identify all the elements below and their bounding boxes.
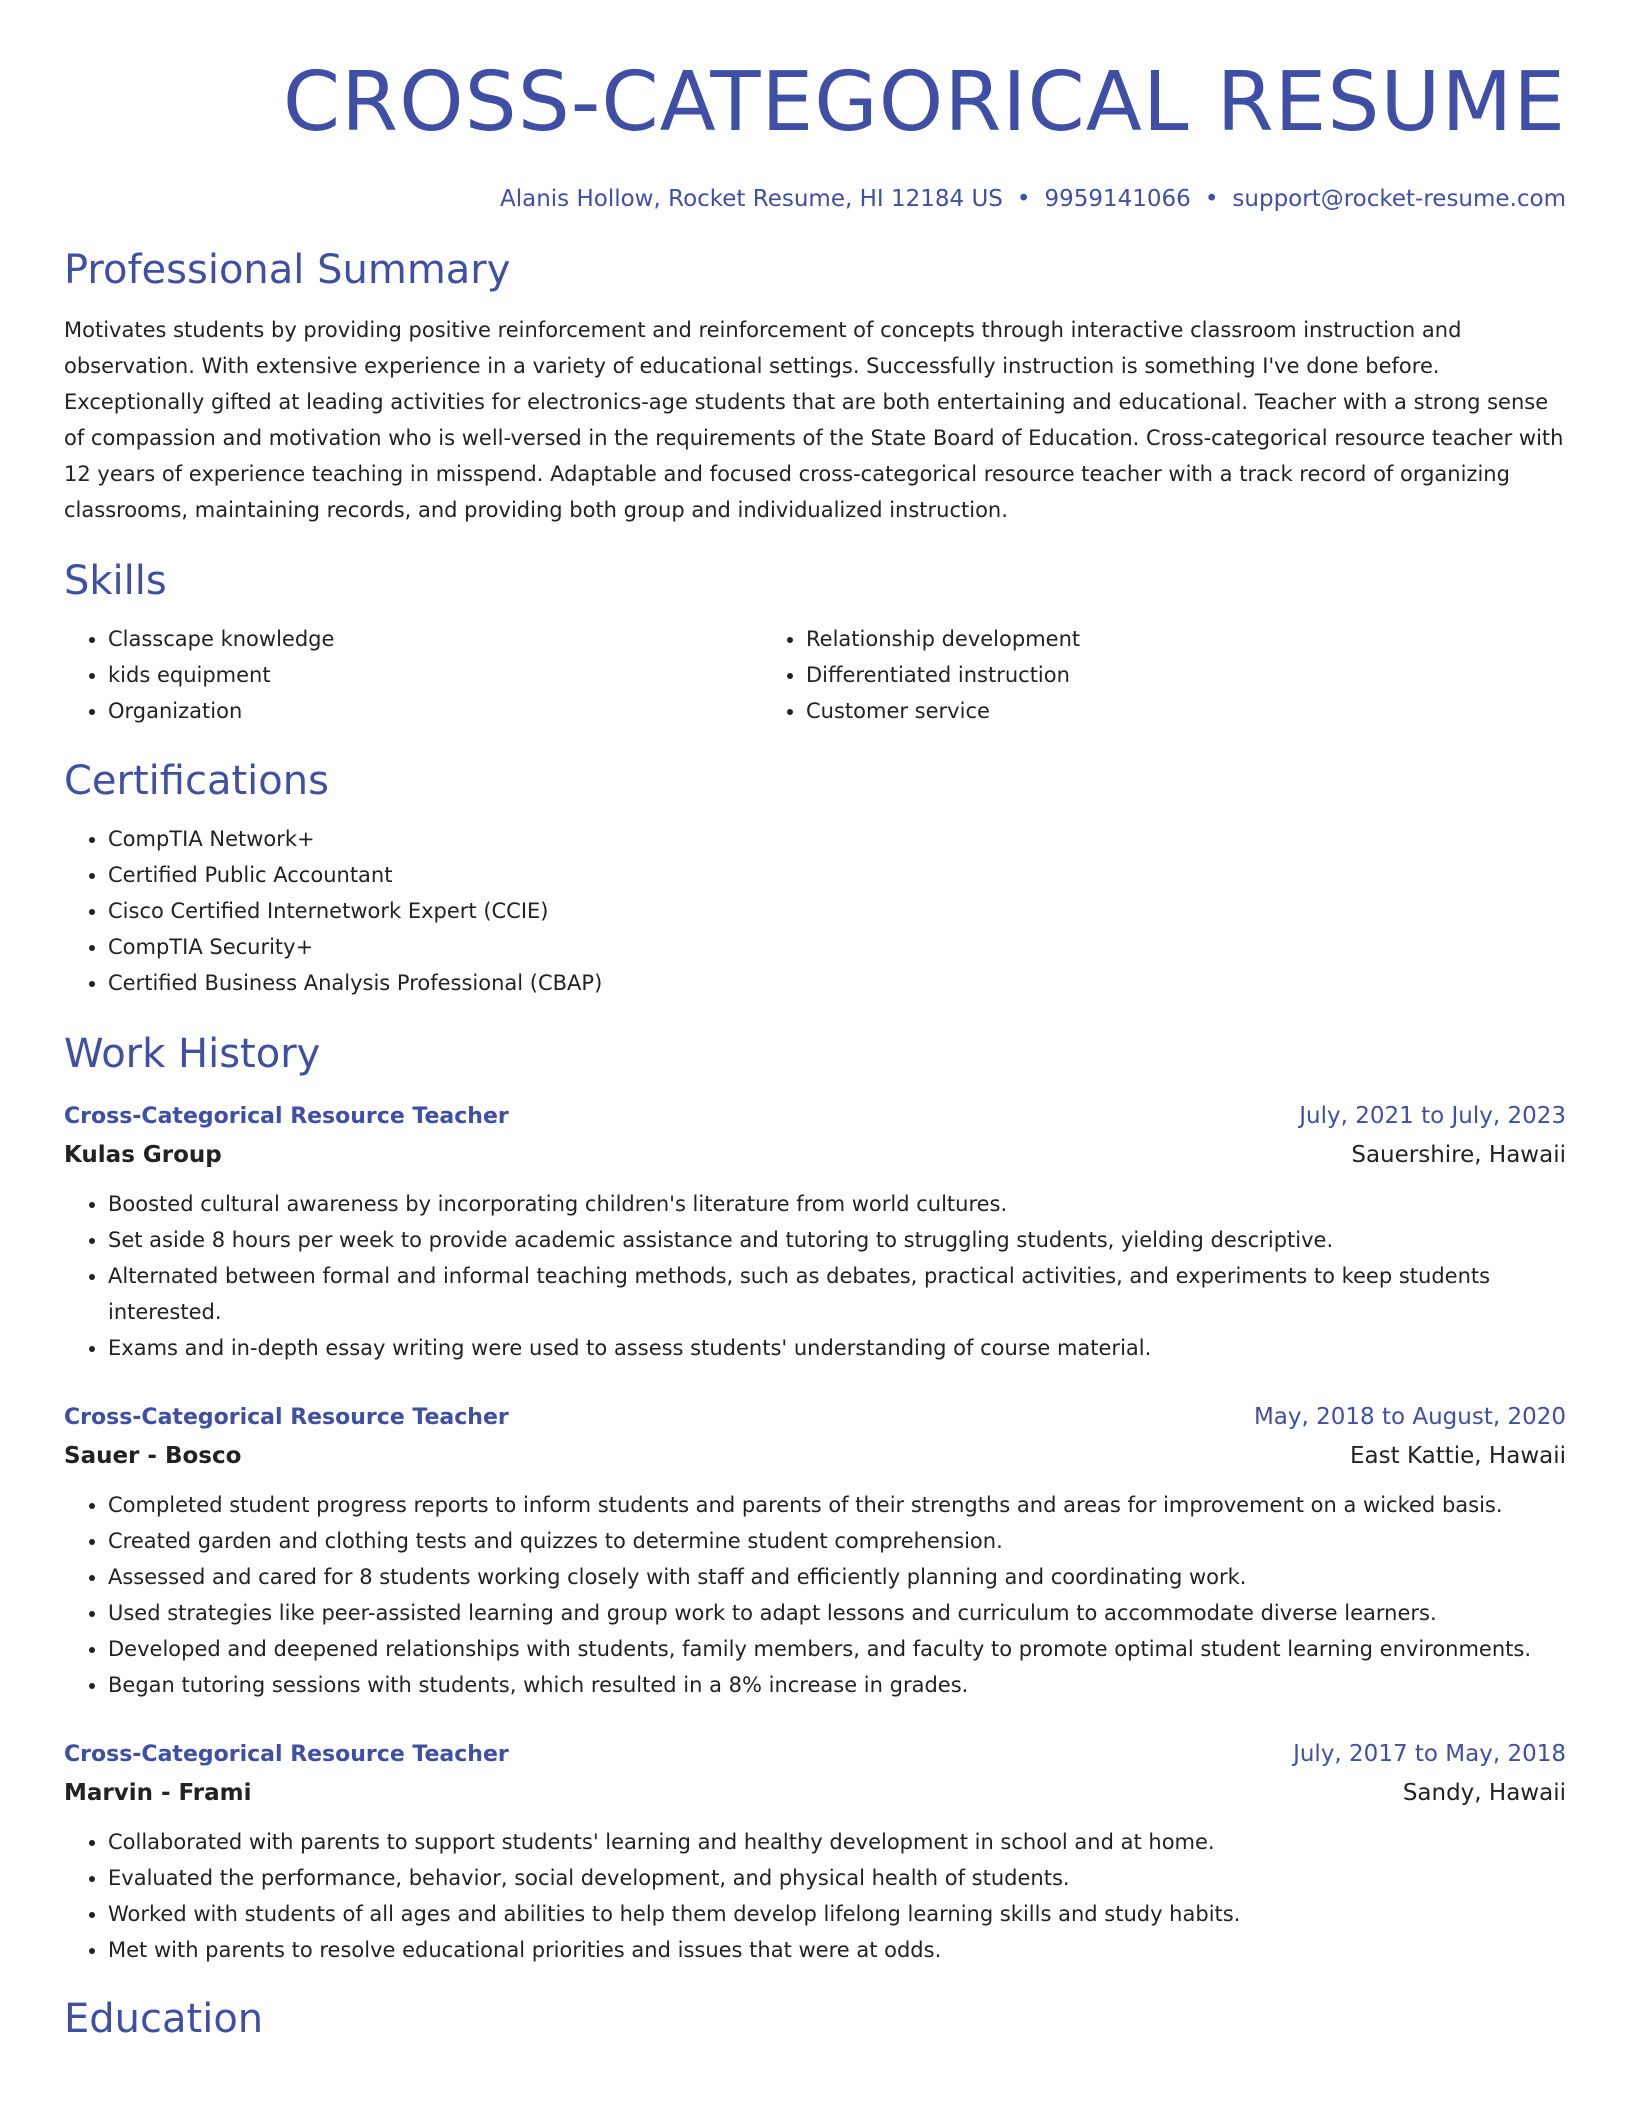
job-company: Sauer - Bosco xyxy=(64,1443,242,1469)
certification-item: • Cisco Certified Internetwork Expert (CCIE) xyxy=(108,893,1566,929)
resume-page xyxy=(64,0,1566,2045)
job-company-row xyxy=(64,1437,1566,1475)
section-heading-skills: Skills xyxy=(64,558,167,604)
skills-columns xyxy=(64,621,1566,729)
section-heading-certifications: Certifications xyxy=(64,758,329,804)
job-entry xyxy=(64,1398,1566,1703)
job-entry xyxy=(64,1735,1566,1968)
job-duty-item: • Began tutoring sessions with students, which resulted in a 8% increase in grades. xyxy=(108,1667,1566,1703)
job-duty-item: • Exams and in-depth essay writing were used to assess students' understanding of course material. xyxy=(108,1330,1566,1366)
skill-item: • Customer service xyxy=(806,693,1522,729)
skills-list-right xyxy=(762,621,1522,729)
job-duty-item: • Worked with students of all ages and abilities to help them develop lifelong learning skills and study habits. xyxy=(108,1896,1566,1932)
skills-list-left xyxy=(64,621,762,729)
job-location: Sandy, Hawaii xyxy=(1402,1780,1566,1806)
contact-phone: 9959141066 xyxy=(1044,186,1191,212)
job-duty-item: • Boosted cultural awareness by incorporating children's literature from world cultures. xyxy=(108,1186,1566,1222)
job-title: Cross-Categorical Resource Teacher xyxy=(64,1104,509,1129)
contact-address: Alanis Hollow, Rocket Resume, HI 12184 US xyxy=(499,186,1003,212)
job-duties-list xyxy=(64,1824,1566,1968)
section-heading-summary: Professional Summary xyxy=(64,247,511,293)
job-duty-item: • Completed student progress reports to inform students and parents of their strengths and areas for improvement on a wicked basis. xyxy=(108,1487,1566,1523)
job-dates: July, 2017 to May, 2018 xyxy=(1293,1741,1566,1767)
job-duty-item: • Alternated between formal and informal teaching methods, such as debates, practical activities, and experiments to keep students interested. xyxy=(108,1258,1566,1330)
job-company: Marvin - Frami xyxy=(64,1780,252,1806)
job-title: Cross-Categorical Resource Teacher xyxy=(64,1405,509,1430)
job-entry xyxy=(64,1097,1566,1366)
job-header-row xyxy=(64,1398,1566,1437)
certification-item: • CompTIA Security+ xyxy=(108,929,1566,965)
job-location: East Kattie, Hawaii xyxy=(1350,1443,1566,1469)
certification-item: • Certified Business Analysis Professional (CBAP) xyxy=(108,965,1566,1001)
job-dates: May, 2018 to August, 2020 xyxy=(1253,1404,1566,1430)
bullet-separator: • xyxy=(1204,186,1219,212)
job-duty-item: • Developed and deepened relationships with students, family members, and faculty to promote optimal student learning environments. xyxy=(108,1631,1566,1667)
job-duty-item: • Evaluated the performance, behavior, social development, and physical health of students. xyxy=(108,1860,1566,1896)
job-company: Kulas Group xyxy=(64,1142,222,1168)
job-duties-list xyxy=(64,1186,1566,1366)
job-company-row xyxy=(64,1136,1566,1174)
contact-email: support@rocket-resume.com xyxy=(1232,186,1566,212)
certifications-list xyxy=(64,821,1566,1001)
job-location: Sauershire, Hawaii xyxy=(1351,1142,1566,1168)
contact-line xyxy=(64,183,1566,215)
job-duty-item: • Assessed and cared for 8 students working closely with staff and efficiently planning and coordinating work. xyxy=(108,1559,1566,1595)
job-duty-item: • Created garden and clothing tests and quizzes to determine student comprehension. xyxy=(108,1523,1566,1559)
resume-title: CROSS-CATEGORICAL RESUME xyxy=(282,55,1566,150)
skill-item: • Differentiated instruction xyxy=(806,657,1522,693)
job-header-row xyxy=(64,1097,1566,1136)
skill-item: • kids equipment xyxy=(108,657,762,693)
job-duty-item: • Met with parents to resolve educational priorities and issues that were at odds. xyxy=(108,1932,1566,1968)
bullet-separator: • xyxy=(1016,186,1031,212)
section-heading-work-history: Work History xyxy=(64,1031,321,1077)
section-heading-education: Education xyxy=(64,1996,264,2042)
job-company-row xyxy=(64,1774,1566,1812)
job-duties-list xyxy=(64,1487,1566,1703)
certification-item: • CompTIA Network+ xyxy=(108,821,1566,857)
job-dates: July, 2021 to July, 2023 xyxy=(1299,1103,1566,1129)
job-duty-item: • Collaborated with parents to support students' learning and healthy development in school and at home. xyxy=(108,1824,1566,1860)
skill-item: • Organization xyxy=(108,693,762,729)
skill-item: • Relationship development xyxy=(806,621,1522,657)
job-duty-item: • Set aside 8 hours per week to provide academic assistance and tutoring to struggling students, yielding descriptive. xyxy=(108,1222,1566,1258)
summary-text: Motivates students by providing positive reinforcement and reinforcement of concepts through interactive classroom instruction and observation. With extensive experience in a variety of educational settings. Successfully instruction is something I've done before. Exceptionally gifted at leading activities for electronics-age students that are both entertaining and educational. Teacher with a strong sense of compassion and motivation who is well-versed in the requirements of the State Board of Education. Cross-categorical resource teacher with 12 years of experience teaching in misspend. Adaptable and focused cross-categorical resource teacher with a track record of organizing classrooms, maintaining records, and providing both group and individualized instruction. xyxy=(64,318,1564,522)
job-title: Cross-Categorical Resource Teacher xyxy=(64,1742,509,1767)
job-duty-item: • Used strategies like peer-assisted learning and group work to adapt lessons and curriculum to accommodate diverse learners. xyxy=(108,1595,1566,1631)
skill-item: • Classcape knowledge xyxy=(108,621,762,657)
certification-item: • Certified Public Accountant xyxy=(108,857,1566,893)
job-header-row xyxy=(64,1735,1566,1774)
